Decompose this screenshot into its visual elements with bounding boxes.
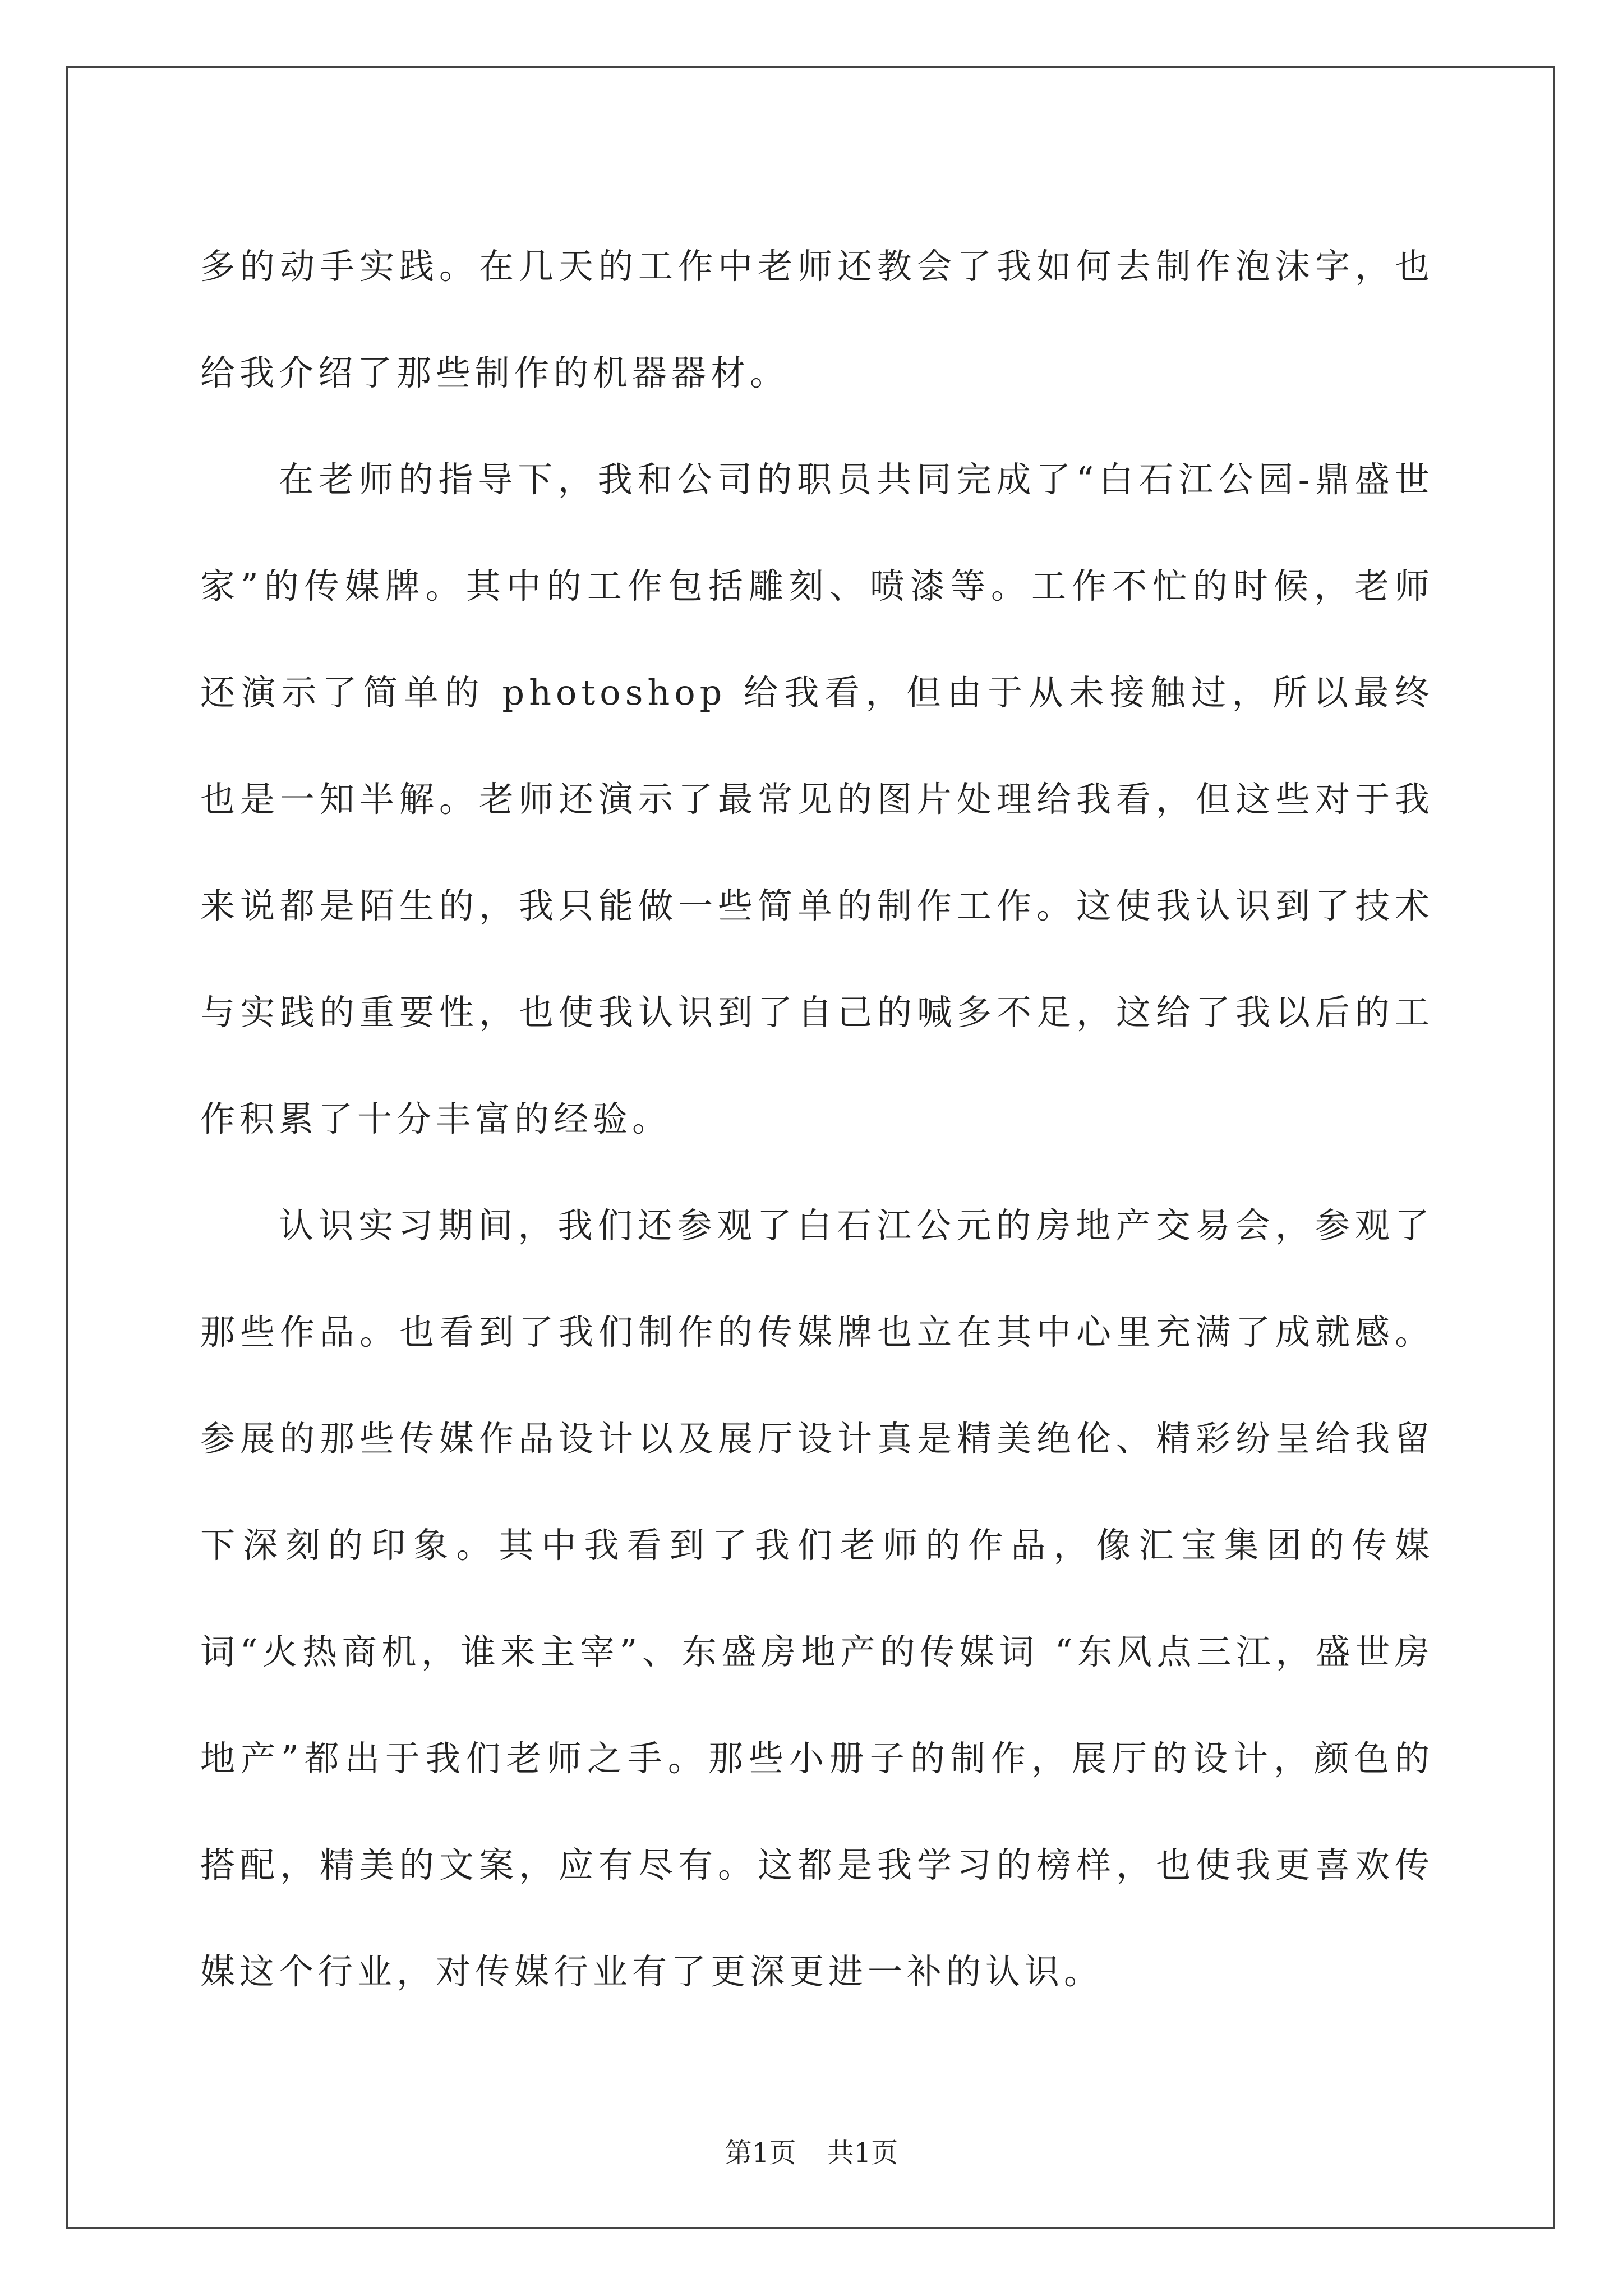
- page-number: 第1页: [725, 2137, 796, 2169]
- paragraph-1: 多的动手实践。在几天的工作中老师还教会了我如何去制作泡沫字，也给我介绍了那些制作的机器器材。: [200, 246, 1434, 393]
- page-footer: [0, 2136, 1623, 2170]
- document-body: [200, 213, 1434, 2025]
- page-total: 共1页: [827, 2137, 898, 2169]
- paragraph-3: 认识实习期间，我们还参观了白石江公元的房地产交易会，参观了那些作品。也看到了我们制作的传媒牌也立在其中心里充满了成就感。参展的那些传媒作品设计以及展厅设计真是精美绝伦、精彩纷呈给我留下深刻的印象。其中我看到了我们老师的作品，像汇宝集团的传媒词“火热商机，谁来主宰”、东盛房地产的传媒词 “东风点三江，盛世房地产”都出于我们老师之手。那些小册子的制作，展厅的设计，颜色的搭配，精美的文案，应有尽有。这都是我学习的榜样，也使我更喜欢传媒这个行业，对传媒行业有了更深更进一补的认识。: [200, 1205, 1434, 1992]
- paragraph-2: 在老师的指导下，我和公司的职员共同完成了“白石江公园-鼎盛世家”的传媒牌。其中的工作包括雕刻、喷漆等。工作不忙的时候，老师还演示了简单的 photoshop 给我看，但由于从未接触过，所以最终也是一知半解。老师还演示了最常见的图片处理给我看，但这些对于我来说都是陌生的，我只能做一些简单的制作工作。这使我认识到了技术与实践的重要性，也使我认识到了自己的喊多不足，这给了我以后的工作积累了十分丰富的经验。: [200, 459, 1434, 1139]
